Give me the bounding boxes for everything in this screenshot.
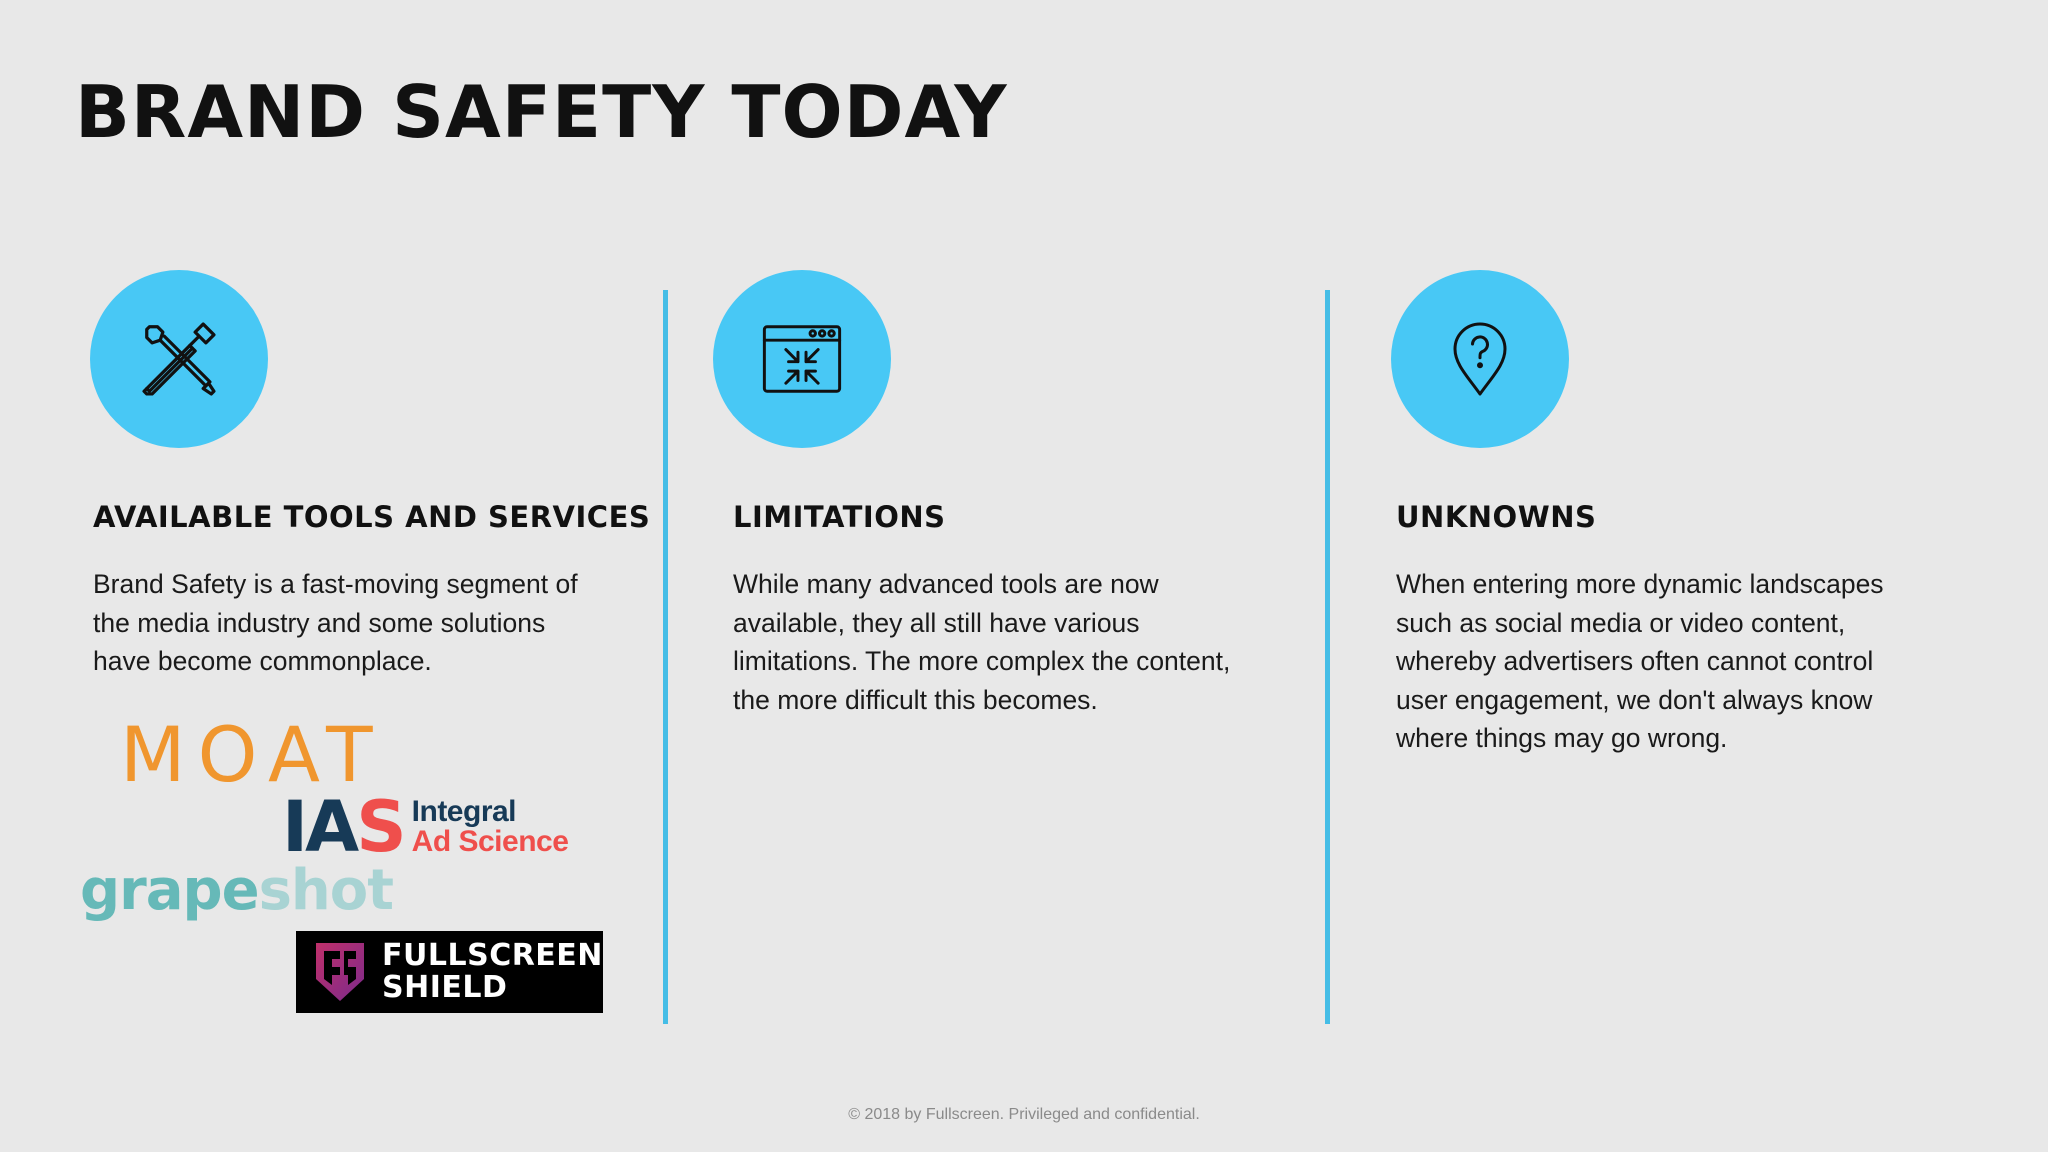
col2-line: limitations. The more complex the content, (733, 646, 1231, 676)
col1-body (93, 565, 623, 681)
col1-heading: AVAILABLE TOOLS AND SERVICES (93, 500, 651, 534)
col1-line: the media industry and some solutions (93, 607, 546, 638)
moat-logo: MOAT (120, 710, 385, 799)
grapeshot-logo (80, 858, 393, 923)
col3-line: user engagement, we don't always know (1396, 684, 1873, 715)
browser-circle (713, 270, 891, 448)
col3-line: whereby advertisers often cannot control (1396, 646, 1874, 676)
ias-mark (282, 786, 404, 868)
tools-circle (90, 270, 268, 448)
col3-line: where things may go wrong. (1396, 723, 1728, 753)
col2-line: the more difficult this becomes. (733, 684, 1098, 715)
shield-line1: FULLSCREEN (382, 938, 603, 973)
col2-body (733, 565, 1263, 719)
ias-wordmark (412, 797, 569, 857)
grapeshot-part2: shot (258, 858, 394, 923)
col2-heading: LIMITATIONS (733, 500, 946, 534)
column-divider-2 (1325, 290, 1330, 1024)
col3-line: When entering more dynamic landscapes (1396, 569, 1884, 599)
browser-compress-icon (759, 316, 845, 402)
col3-body (1396, 565, 1926, 758)
footer-copyright: © 2018 by Fullscreen. Privileged and confidential. (848, 1106, 1200, 1123)
slide-title: BRAND SAFETY TODAY (75, 70, 1008, 154)
col2-line: While many advanced tools are now (733, 569, 1159, 599)
shield-line2: SHIELD (382, 970, 508, 1005)
ias-logo (282, 786, 569, 868)
shield-icon (310, 939, 370, 1005)
shield-wordmark (382, 940, 603, 1004)
col1-line: Brand Safety is a fast-moving segment of (93, 569, 578, 599)
location-question-icon (1440, 319, 1520, 399)
fullscreen-shield-logo (296, 931, 603, 1013)
col2-line: available, they all still have various (733, 607, 1140, 638)
col3-line: such as social media or video content, (1396, 607, 1846, 638)
col3-heading: UNKNOWNS (1396, 500, 1597, 534)
ias-line2: Ad Science (411, 825, 569, 858)
column-divider-1 (663, 290, 668, 1024)
grapeshot-part1: grape (80, 858, 259, 923)
tools-icon (136, 316, 222, 402)
location-circle (1391, 270, 1569, 448)
ias-mark-s: S (356, 786, 404, 868)
ias-line1: Integral (411, 795, 517, 828)
col1-line: have become commonplace. (93, 646, 432, 676)
ias-mark-ia: IA (282, 786, 357, 868)
